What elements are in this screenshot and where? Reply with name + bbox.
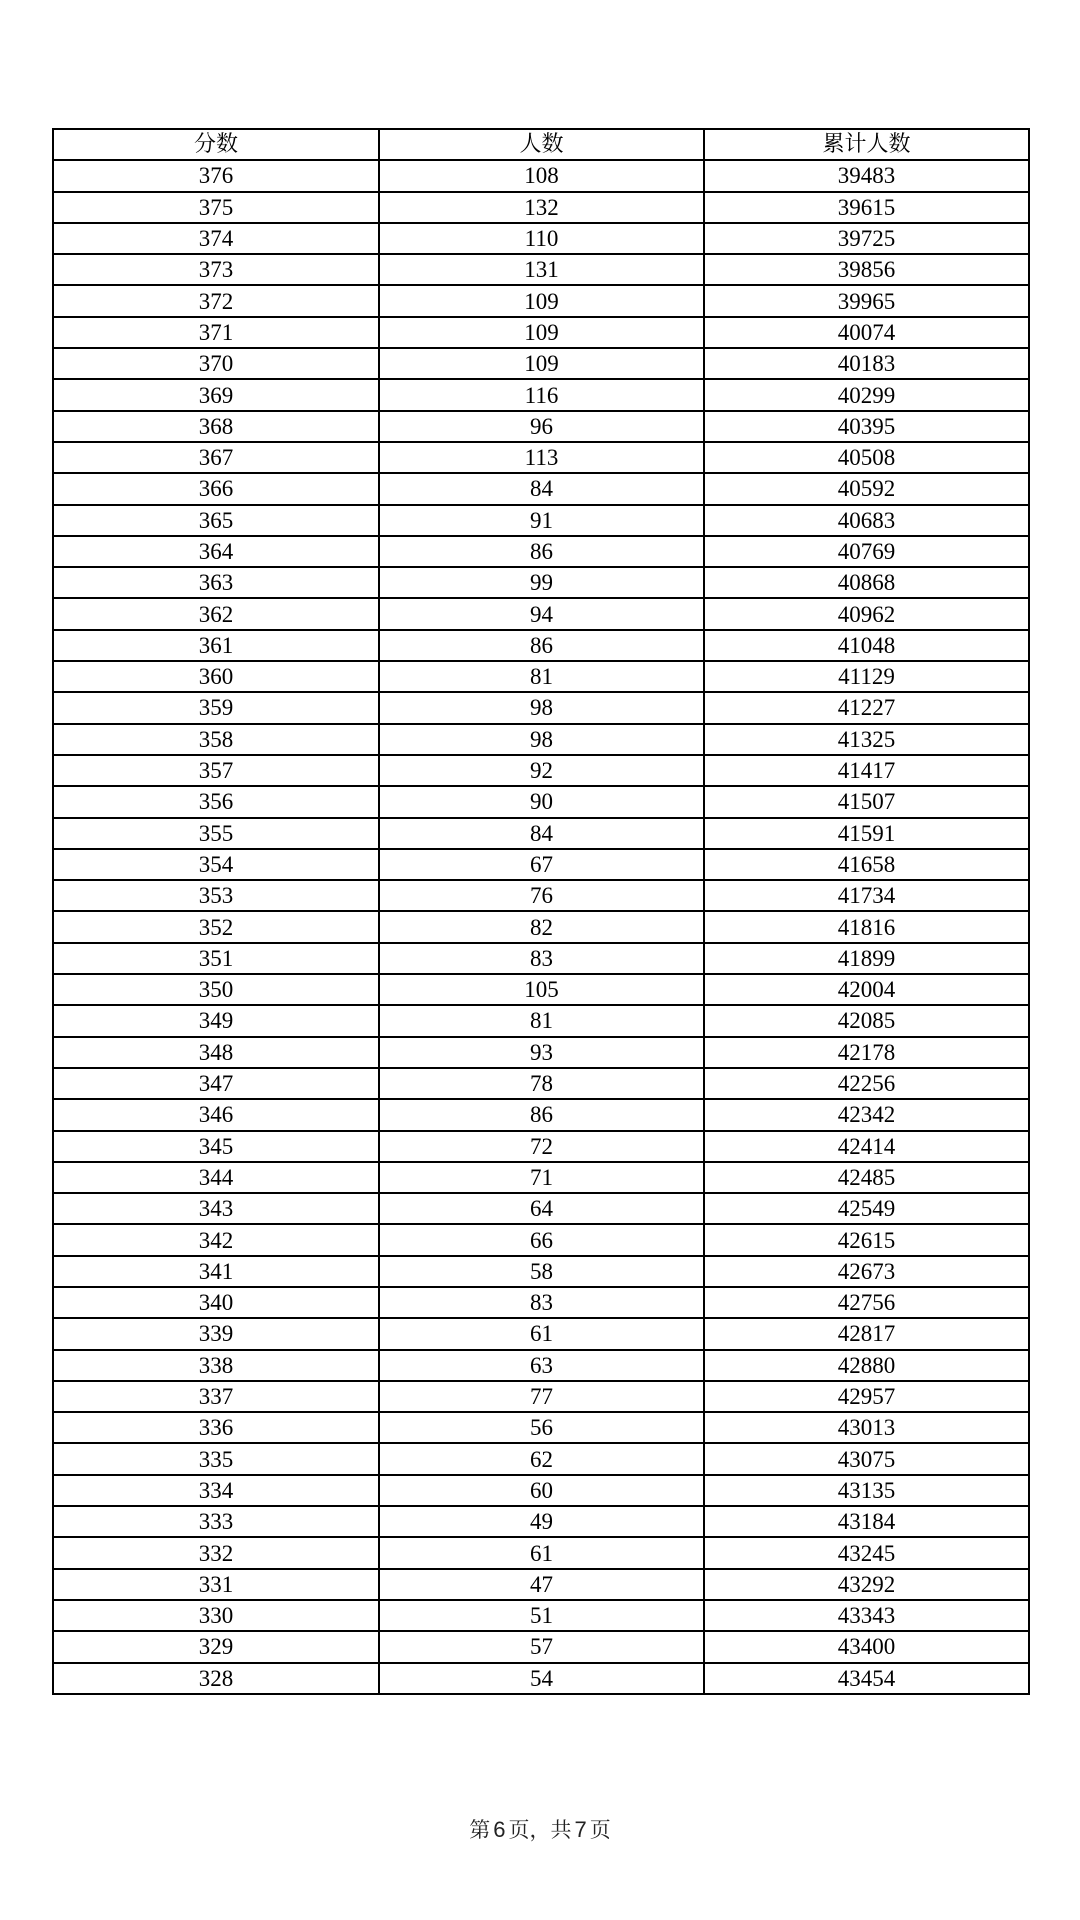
- cell-count: 60: [379, 1475, 704, 1506]
- table-row: [53, 1381, 1029, 1412]
- table-row: [53, 1600, 1029, 1631]
- cell-cumulative: 40299: [704, 379, 1029, 410]
- cell-count: 72: [379, 1131, 704, 1162]
- cell-count: 76: [379, 880, 704, 911]
- cell-cumulative: 41899: [704, 943, 1029, 974]
- cell-cumulative: 42756: [704, 1287, 1029, 1318]
- table-row: [53, 630, 1029, 661]
- cell-count: 86: [379, 536, 704, 567]
- cell-count: 58: [379, 1256, 704, 1287]
- cell-cumulative: 41048: [704, 630, 1029, 661]
- cell-score: 365: [53, 505, 379, 536]
- cell-count: 56: [379, 1412, 704, 1443]
- cell-cumulative: 42485: [704, 1162, 1029, 1193]
- table-row: [53, 379, 1029, 410]
- cell-count: 108: [379, 160, 704, 191]
- cell-cumulative: 42817: [704, 1318, 1029, 1349]
- cell-score: 330: [53, 1600, 379, 1631]
- cell-count: 62: [379, 1443, 704, 1474]
- table-row: [53, 692, 1029, 723]
- footer-prefix: 第: [469, 1818, 491, 1842]
- table-row: [53, 1037, 1029, 1068]
- cell-count: 131: [379, 254, 704, 285]
- cell-count: 93: [379, 1037, 704, 1068]
- cell-count: 54: [379, 1663, 704, 1694]
- table-row: [53, 724, 1029, 755]
- cell-score: 357: [53, 755, 379, 786]
- cell-score: 367: [53, 442, 379, 473]
- cell-count: 64: [379, 1193, 704, 1224]
- cell-score: 366: [53, 473, 379, 504]
- table-row: [53, 223, 1029, 254]
- table-header: [53, 129, 1029, 160]
- cell-cumulative: 42957: [704, 1381, 1029, 1412]
- cell-score: 342: [53, 1224, 379, 1255]
- cell-cumulative: 43343: [704, 1600, 1029, 1631]
- cell-count: 96: [379, 411, 704, 442]
- header-cumulative: 累计人数: [704, 129, 1029, 160]
- cell-cumulative: 42256: [704, 1068, 1029, 1099]
- cell-count: 110: [379, 223, 704, 254]
- table-row: [53, 598, 1029, 629]
- table-row: [53, 1162, 1029, 1193]
- cell-count: 61: [379, 1318, 704, 1349]
- cell-score: 351: [53, 943, 379, 974]
- page-footer: [0, 1814, 1080, 1844]
- table-row: [53, 1537, 1029, 1568]
- cell-cumulative: 42004: [704, 974, 1029, 1005]
- cell-cumulative: 39965: [704, 285, 1029, 316]
- cell-score: 370: [53, 348, 379, 379]
- table-row: [53, 943, 1029, 974]
- cell-score: 338: [53, 1350, 379, 1381]
- table-row: [53, 911, 1029, 942]
- cell-score: 340: [53, 1287, 379, 1318]
- cell-cumulative: 41227: [704, 692, 1029, 723]
- cell-count: 77: [379, 1381, 704, 1412]
- cell-cumulative: 40395: [704, 411, 1029, 442]
- cell-score: 328: [53, 1663, 379, 1694]
- table-row: [53, 1569, 1029, 1600]
- cell-count: 63: [379, 1350, 704, 1381]
- cell-cumulative: 40183: [704, 348, 1029, 379]
- table-row: [53, 1631, 1029, 1662]
- cell-count: 90: [379, 786, 704, 817]
- score-distribution-table: [52, 128, 1030, 1695]
- cell-score: 375: [53, 192, 379, 223]
- cell-score: 329: [53, 1631, 379, 1662]
- cell-count: 132: [379, 192, 704, 223]
- cell-count: 91: [379, 505, 704, 536]
- table-row: [53, 1443, 1029, 1474]
- cell-score: 346: [53, 1099, 379, 1130]
- cell-score: 335: [53, 1443, 379, 1474]
- cell-score: 358: [53, 724, 379, 755]
- cell-cumulative: 40769: [704, 536, 1029, 567]
- table-row: [53, 442, 1029, 473]
- table-row: [53, 1131, 1029, 1162]
- table-row: [53, 536, 1029, 567]
- cell-cumulative: 40592: [704, 473, 1029, 504]
- table-row: [53, 818, 1029, 849]
- cell-score: 371: [53, 317, 379, 348]
- cell-cumulative: 41325: [704, 724, 1029, 755]
- cell-score: 341: [53, 1256, 379, 1287]
- cell-score: 368: [53, 411, 379, 442]
- header-score: 分数: [53, 129, 379, 160]
- cell-count: 109: [379, 317, 704, 348]
- cell-count: 61: [379, 1537, 704, 1568]
- total-pages-number: 7: [574, 1817, 587, 1842]
- cell-score: 360: [53, 661, 379, 692]
- cell-cumulative: 42342: [704, 1099, 1029, 1130]
- cell-count: 99: [379, 567, 704, 598]
- cell-cumulative: 42414: [704, 1131, 1029, 1162]
- cell-cumulative: 39483: [704, 160, 1029, 191]
- cell-score: 356: [53, 786, 379, 817]
- cell-score: 331: [53, 1569, 379, 1600]
- cell-score: 372: [53, 285, 379, 316]
- cell-count: 84: [379, 473, 704, 504]
- cell-cumulative: 43245: [704, 1537, 1029, 1568]
- cell-score: 350: [53, 974, 379, 1005]
- cell-count: 83: [379, 1287, 704, 1318]
- cell-score: 363: [53, 567, 379, 598]
- cell-score: 349: [53, 1005, 379, 1036]
- cell-cumulative: 40683: [704, 505, 1029, 536]
- table-row: [53, 1005, 1029, 1036]
- cell-count: 57: [379, 1631, 704, 1662]
- cell-score: 362: [53, 598, 379, 629]
- cell-score: 336: [53, 1412, 379, 1443]
- cell-count: 49: [379, 1506, 704, 1537]
- cell-count: 71: [379, 1162, 704, 1193]
- cell-count: 82: [379, 911, 704, 942]
- table-row: [53, 317, 1029, 348]
- cell-cumulative: 39725: [704, 223, 1029, 254]
- cell-score: 344: [53, 1162, 379, 1193]
- cell-score: 339: [53, 1318, 379, 1349]
- cell-score: 364: [53, 536, 379, 567]
- cell-count: 81: [379, 1005, 704, 1036]
- cell-score: 334: [53, 1475, 379, 1506]
- cell-score: 374: [53, 223, 379, 254]
- cell-score: 332: [53, 1537, 379, 1568]
- cell-cumulative: 43184: [704, 1506, 1029, 1537]
- table-row: [53, 849, 1029, 880]
- table-row: [53, 411, 1029, 442]
- table-row: [53, 160, 1029, 191]
- table-row: [53, 661, 1029, 692]
- cell-cumulative: 42178: [704, 1037, 1029, 1068]
- cell-count: 83: [379, 943, 704, 974]
- table-row: [53, 974, 1029, 1005]
- table-row: [53, 880, 1029, 911]
- cell-score: 355: [53, 818, 379, 849]
- cell-cumulative: 41816: [704, 911, 1029, 942]
- cell-cumulative: 39615: [704, 192, 1029, 223]
- cell-count: 109: [379, 348, 704, 379]
- table-row: [53, 1256, 1029, 1287]
- cell-count: 113: [379, 442, 704, 473]
- cell-cumulative: 43454: [704, 1663, 1029, 1694]
- cell-count: 66: [379, 1224, 704, 1255]
- cell-cumulative: 41417: [704, 755, 1029, 786]
- cell-cumulative: 43075: [704, 1443, 1029, 1474]
- cell-count: 94: [379, 598, 704, 629]
- cell-count: 47: [379, 1569, 704, 1600]
- cell-cumulative: 42673: [704, 1256, 1029, 1287]
- cell-count: 51: [379, 1600, 704, 1631]
- cell-count: 92: [379, 755, 704, 786]
- cell-cumulative: 40868: [704, 567, 1029, 598]
- footer-suffix: 页: [589, 1818, 611, 1842]
- table-row: [53, 254, 1029, 285]
- table-row: [53, 786, 1029, 817]
- cell-score: 361: [53, 630, 379, 661]
- table-row: [53, 348, 1029, 379]
- table-row: [53, 1287, 1029, 1318]
- cell-score: 369: [53, 379, 379, 410]
- cell-count: 98: [379, 724, 704, 755]
- table-row: [53, 1224, 1029, 1255]
- footer-middle: 页，共: [508, 1818, 572, 1842]
- table-row: [53, 505, 1029, 536]
- cell-count: 84: [379, 818, 704, 849]
- cell-cumulative: 43135: [704, 1475, 1029, 1506]
- current-page-number: 6: [493, 1817, 506, 1842]
- table-row: [53, 285, 1029, 316]
- table-row: [53, 755, 1029, 786]
- cell-score: 354: [53, 849, 379, 880]
- cell-score: 352: [53, 911, 379, 942]
- cell-cumulative: 41734: [704, 880, 1029, 911]
- cell-score: 343: [53, 1193, 379, 1224]
- table-row: [53, 1412, 1029, 1443]
- cell-count: 86: [379, 1099, 704, 1130]
- table-body: [53, 160, 1029, 1694]
- table-row: [53, 1506, 1029, 1537]
- cell-count: 116: [379, 379, 704, 410]
- cell-cumulative: 42615: [704, 1224, 1029, 1255]
- cell-count: 109: [379, 285, 704, 316]
- table-row: [53, 1099, 1029, 1130]
- table-row: [53, 567, 1029, 598]
- cell-cumulative: 42549: [704, 1193, 1029, 1224]
- table-row: [53, 473, 1029, 504]
- table-row: [53, 192, 1029, 223]
- cell-score: 345: [53, 1131, 379, 1162]
- header-count: 人数: [379, 129, 704, 160]
- cell-cumulative: 40962: [704, 598, 1029, 629]
- cell-cumulative: 43292: [704, 1569, 1029, 1600]
- cell-cumulative: 41507: [704, 786, 1029, 817]
- cell-count: 67: [379, 849, 704, 880]
- header-row: [53, 129, 1029, 160]
- cell-cumulative: 40508: [704, 442, 1029, 473]
- cell-cumulative: 41129: [704, 661, 1029, 692]
- cell-count: 105: [379, 974, 704, 1005]
- cell-score: 333: [53, 1506, 379, 1537]
- table-row: [53, 1663, 1029, 1694]
- cell-count: 98: [379, 692, 704, 723]
- cell-cumulative: 43013: [704, 1412, 1029, 1443]
- table-row: [53, 1068, 1029, 1099]
- cell-score: 348: [53, 1037, 379, 1068]
- table-row: [53, 1193, 1029, 1224]
- cell-score: 347: [53, 1068, 379, 1099]
- cell-cumulative: 41658: [704, 849, 1029, 880]
- table-row: [53, 1318, 1029, 1349]
- cell-cumulative: 41591: [704, 818, 1029, 849]
- cell-cumulative: 39856: [704, 254, 1029, 285]
- cell-score: 373: [53, 254, 379, 285]
- cell-count: 78: [379, 1068, 704, 1099]
- table-row: [53, 1475, 1029, 1506]
- cell-cumulative: 40074: [704, 317, 1029, 348]
- cell-cumulative: 42880: [704, 1350, 1029, 1381]
- table-row: [53, 1350, 1029, 1381]
- cell-cumulative: 42085: [704, 1005, 1029, 1036]
- cell-score: 337: [53, 1381, 379, 1412]
- cell-score: 353: [53, 880, 379, 911]
- cell-count: 81: [379, 661, 704, 692]
- cell-count: 86: [379, 630, 704, 661]
- cell-score: 359: [53, 692, 379, 723]
- cell-score: 376: [53, 160, 379, 191]
- cell-cumulative: 43400: [704, 1631, 1029, 1662]
